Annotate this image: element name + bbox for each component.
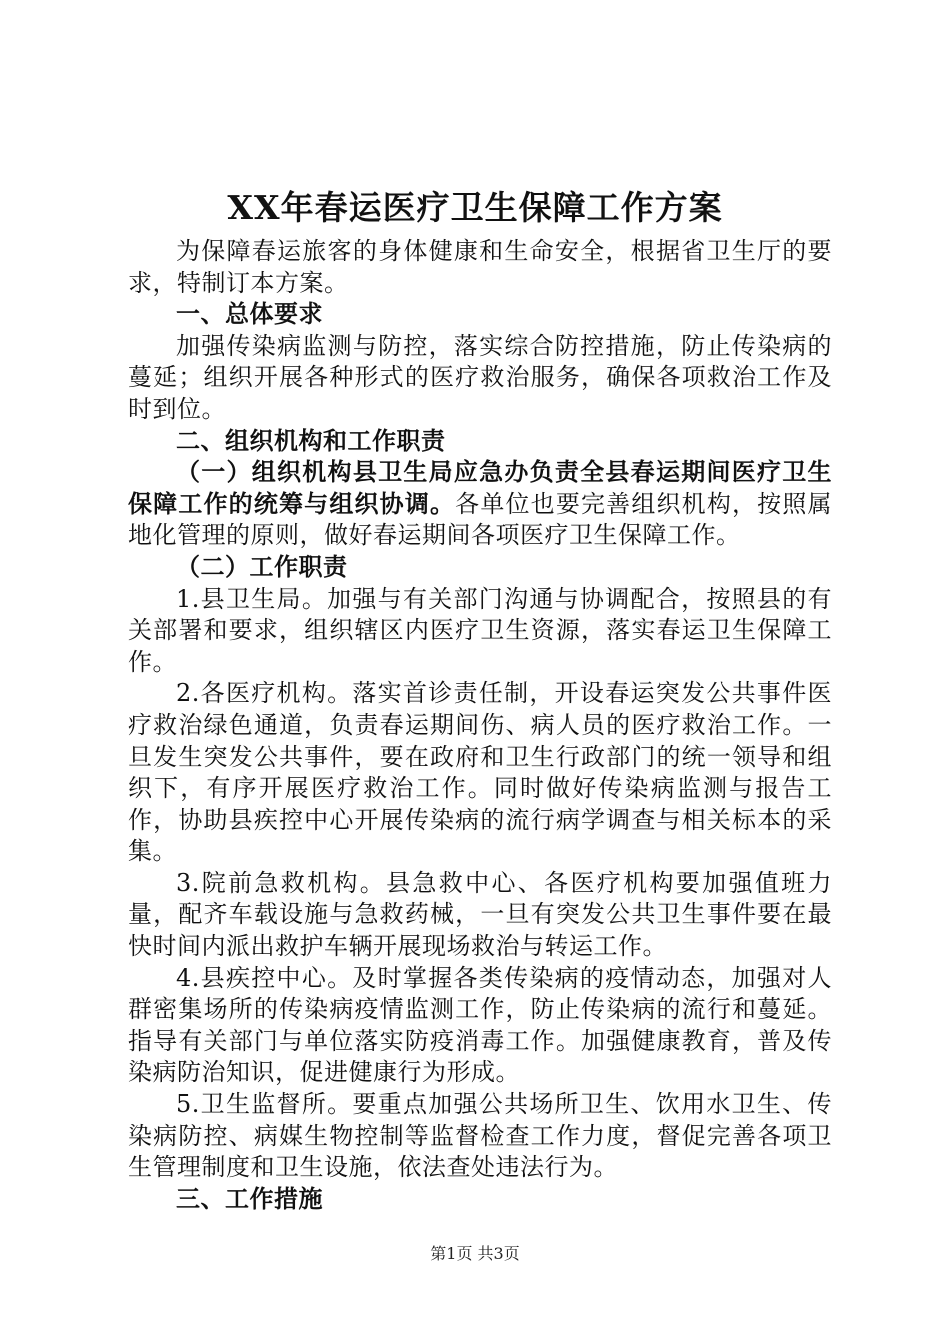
subsection-heading-org: （一）组织机构县卫生局应急办负责全县春运期间医疗卫生保障工作的统筹与组织协调。 [128, 458, 832, 518]
subsection-heading-duties: （二）工作职责 [176, 552, 348, 581]
duty-item-4: 4.县疾控中心。及时掌握各类传染病的疫情动态，加强对人群密集场所的传染病疫情监测工作，防止传染病的流行和蔓延。指导有关部门与单位落实防疫消毒工作。加强健康教育，普及传染病防治知识，促进健康行为形成。 [128, 963, 832, 1087]
section-paragraph-2-1 [128, 457, 832, 552]
duty-item-5: 5.卫生监督所。要重点加强公共场所卫生、饮用水卫生、传染病防控、病媒生物控制等监督检查工作力度，督促完善各项卫生管理制度和卫生设施，依法查处违法行为。 [128, 1090, 832, 1182]
duty-item-3: 3.院前急救机构。县急救中心、各医疗机构要加强值班力量，配齐车载设施与急救药械，一旦有突发公共卫生事件要在最快时间内派出救护车辆开展现场救治与转运工作。 [128, 868, 832, 961]
section-heading-3: 三、工作措施 [176, 1184, 323, 1213]
subsection-text-org: 各单位也要完善组织机构，按照属地化管理的原则，做好春运期间各项医疗卫生保障工作。 [128, 489, 833, 550]
section-paragraph-1: 加强传染病监测与防控，落实综合防控措施，防止传染病的蔓延；组织开展各种形式的医疗救治服务，确保各项救治工作及时到位。 [128, 331, 832, 423]
section-heading-2: 二、组织机构和工作职责 [176, 426, 446, 455]
duty-item-2: 2.各医疗机构。落实首诊责任制，开设春运突发公共事件医疗救治绿色通道，负责春运期间伤、病人员的医疗救治工作。一旦发生突发公共事件，要在政府和卫生行政部门的统一领导和组织下，有序开展医疗救治工作。同时做好传染病监测与报告工作，协助县疾控中心开展传染病的流行病学调查与相关标本的采集。 [128, 679, 832, 866]
document-body [128, 236, 832, 1215]
duty-item-1: 1.县卫生局。加强与有关部门沟通与协调配合，按照县的有关部署和要求，组织辖区内医疗卫生资源，落实春运卫生保障工作。 [128, 584, 832, 676]
intro-paragraph: 为保障春运旅客的身体健康和生命安全，根据省卫生厅的要求，特制订本方案。 [128, 237, 832, 297]
page-footer: 第1页 共3页 [430, 1244, 520, 1263]
document-title: XX年春运医疗卫生保障工作方案 [227, 188, 723, 227]
section-heading-1: 一、总体要求 [176, 300, 323, 329]
